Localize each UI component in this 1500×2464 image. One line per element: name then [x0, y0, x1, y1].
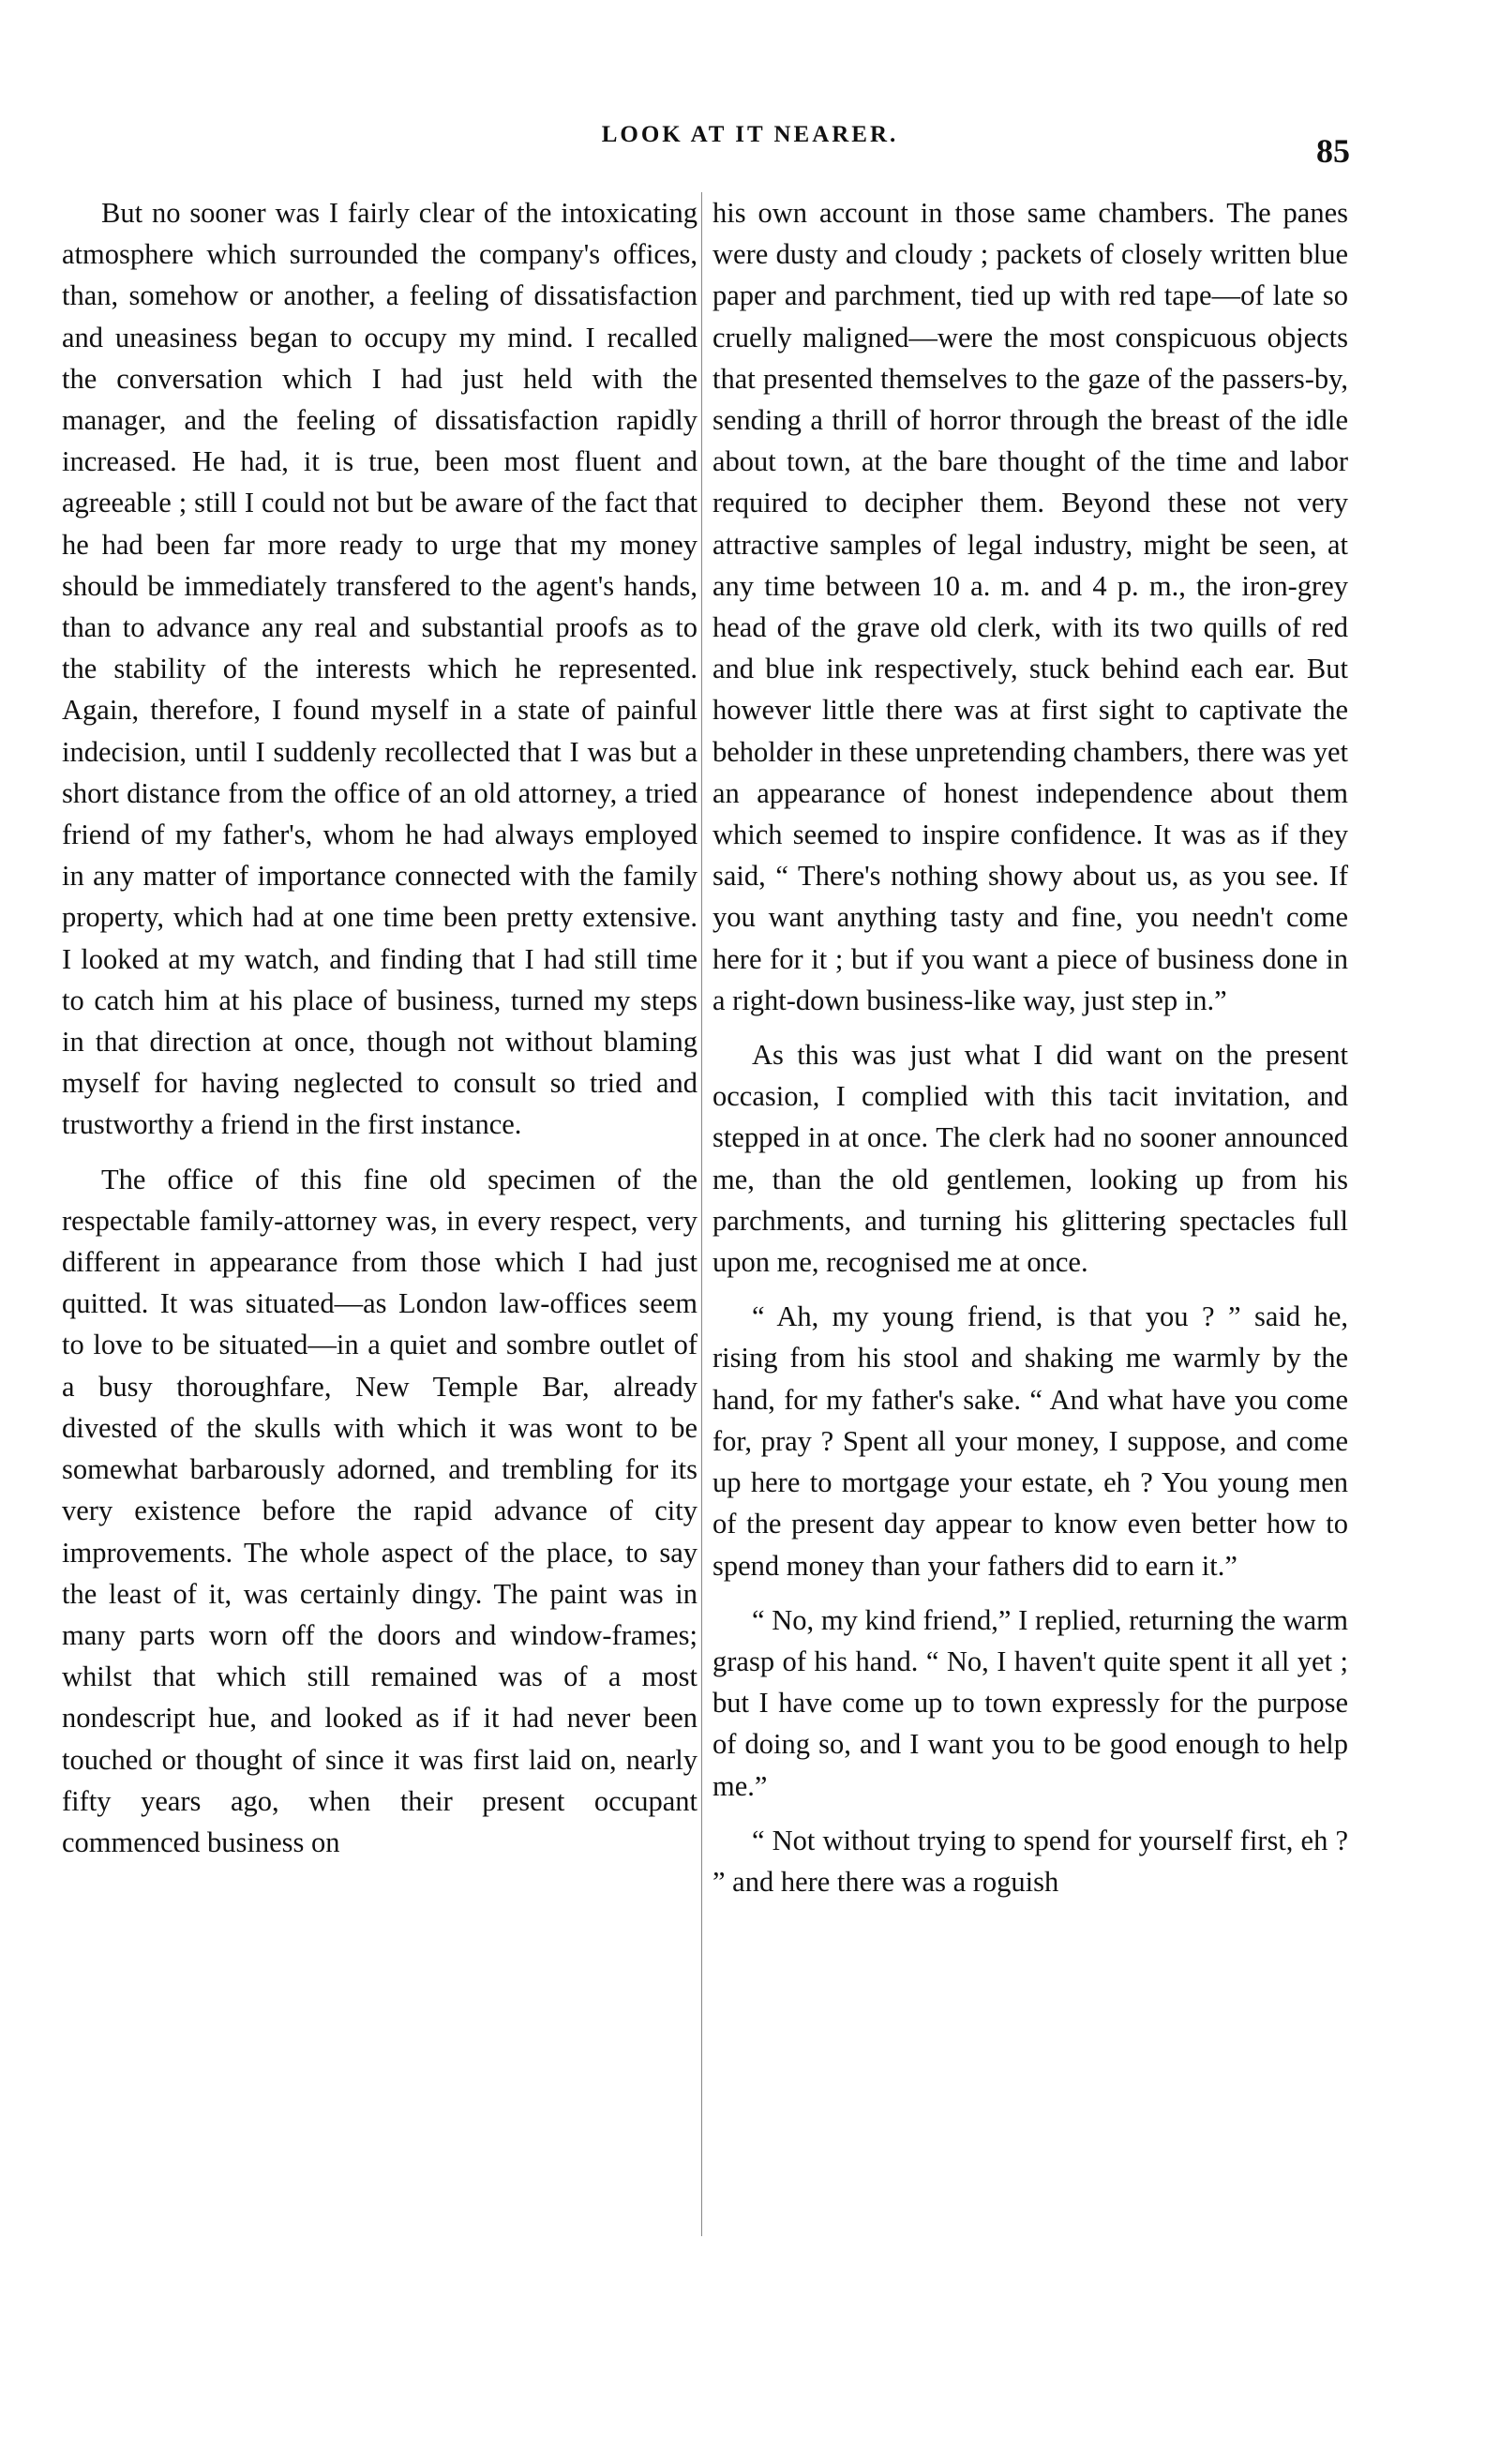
paragraph: The office of this fine old specimen of the respectable family-attorney was, in every respect, very different in appearance from those which I had just quitted. It was situated—as London law-offices seem to love to be situated—in a quiet and sombre outlet of a busy thoroughfare, New Temple Bar, already divested of the skulls with which it was wont to be somewhat barbarously adorned, and trembling for its very existence before the rapid advance of city improvements. The whole aspect of the place, to say the least of it, was certainly dingy. The paint was in many parts worn off the doors and window-frames; whilst that which still remained was of a most nondescript hue, and looked as if it had never been touched or thought of since it was first laid on, nearly fifty years ago, when their present occupant commenced business on — [62, 1163, 698, 1858]
paragraph: “ Not without trying to spend for yourself first, eh ? ” and here there was a roguish — [712, 1824, 1348, 1898]
page-number: 85 — [1316, 132, 1350, 170]
paragraph: his own account in those same chambers. The panes were dusty and cloudy ; packets of closely written blue paper and parchment, tied up with red tape—of late so cruelly maligned—were the most conspicuous objects that presented themselves to the gaze of the passers-by, sending a thrill of horror through the breast of the idle about town, at the bare thought of the time and labor required to decipher them. Beyond these not very attractive samples of legal industry, might be seen, at any time between 10 a. m. and 4 p. m., the iron-grey head of the grave old clerk, with its two quills of red and blue ink respectively, stuck behind each ear. But however little there was at first sight to captivate the beholder in these unpretending chambers, there was yet an appearance of honest independence about them which seemed to inspire confidence. It was as if they said, “ There's nothing showy about us, as you see. If you want anything tasty and fine, you needn't come here for it ; but if you want a piece of business done in a right-down business-like way, just step in.” — [712, 197, 1348, 1016]
right-column — [712, 192, 1348, 1916]
running-title: LOOK AT IT NEARER. — [601, 122, 899, 147]
column-divider — [701, 192, 702, 2236]
left-column — [62, 192, 698, 1876]
paragraph: “ Ah, my young friend, is that you ? ” said he, rising from his stool and shaking me warmly by the hand, for my father's sake. “ And what have you come for, pray ? Spent all your money, I suppose, and come up here to mortgage your estate, eh ? You young men of the present day appear to know even better how to spend money than your fathers did to earn it.” — [712, 1300, 1348, 1582]
paragraph: “ No, my kind friend,” I replied, returning the warm grasp of his hand. “ No, I haven't quite spent it all yet ; but I have come up to town expressly for the purpose of doing so, and I want you to be good enough to help me.” — [712, 1603, 1348, 1802]
paragraph: But no sooner was I fairly clear of the intoxicating atmosphere which surrounded the company's offices, than, somehow or another, a feeling of dissatisfaction and uneasiness began to occupy my mind. I recalled the conversation which I had just held with the manager, and the feeling of dissatisfaction rapidly increased. He had, it is true, been most fluent and agreeable ; still I could not but be aware of the fact that he had been far more ready to urge that my money should be immediately transfered to the agent's hands, than to advance any real and substantial proofs as to the stability of the interests which he represented. Again, therefore, I found myself in a state of painful indecision, until I suddenly recollected that I was but a short distance from the office of an old attorney, a tried friend of my father's, whom he had always employed in any matter of importance connected with the family property, which had at one time been pretty extensive. I looked at my watch, and finding that I had still time to catch him at his place of business, turned my steps in that direction at once, though not without blaming myself for having neglected to consult so tried and trustworthy a friend in the first instance. — [62, 197, 698, 1141]
running-head — [0, 122, 1500, 178]
paragraph: As this was just what I did want on the present occasion, I complied with this tacit invitation, and stepped in at once. The clerk had no sooner announced me, than the old gentlemen, looking up from his parchments, and turning his glittering spectacles full upon me, recognised me at once. — [712, 1039, 1348, 1279]
